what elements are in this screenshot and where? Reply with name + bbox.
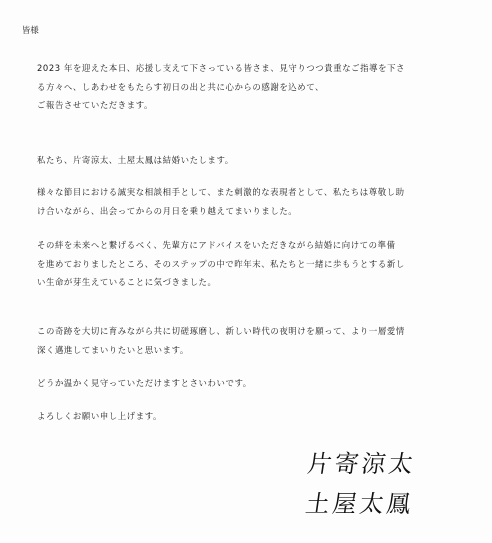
paragraph-line: 深く邁進してまいりたいと思います。 [37, 344, 189, 355]
paragraph-closing [37, 407, 477, 426]
signature-block [300, 438, 475, 528]
paragraph-line: 2023 年を迎えた本日、応援し支えて下さっている皆さま、見守りつつ貴重なご指導を下さ [37, 63, 406, 73]
paragraph-line: どうか温かく見守っていただけますとさいわいです。 [37, 378, 252, 388]
paragraph-line: 私たち、片寄涼太、土屋太鳳は結婚いたします。 [37, 155, 234, 165]
salutation: 皆様 [22, 25, 39, 35]
paragraph-line: よろしくお願い申し上げます。 [37, 411, 162, 421]
paragraph-relationship [37, 183, 477, 220]
paragraph-line: け合いながら、出会ってからの月日を乗り越えてまいりました。 [37, 205, 298, 216]
paragraph-line: この奇跡を大切に育みながら共に切磋琢磨し、新しい時代の夜明けを願って、より一層愛情 [37, 326, 405, 336]
signature-katayose: 片寄涼太 [305, 450, 418, 478]
paragraph-line: その絆を未来へと繋げるべく、先輩方にアドバイスをいただきながら結婚に向けての準備 [37, 240, 396, 250]
paragraph-line: る方々へ、しあわせをもたらす初日の出と共に心からの感謝を込めて、 [37, 81, 325, 92]
signature-tsuchiya: 土屋太鳳 [303, 490, 416, 518]
paragraph-line: を進めておりましたところ、そのステップの中で昨年末、私たちと一緒に歩もうとする新し [37, 258, 405, 269]
paragraph-line: 様々な節目における誠実な相談相手として、また刺激的な表現者として、私たちは尊敬し助 [37, 187, 405, 197]
paragraph-pregnancy [37, 236, 477, 292]
paragraph-marriage-announcement [37, 151, 477, 170]
paragraph-line: い生命が芽生えていることに気づきました。 [37, 277, 217, 287]
paragraph-announcement-intro [37, 59, 477, 115]
paragraph-line: ご報告させていただきます。 [37, 100, 154, 110]
paragraph-request [37, 374, 477, 393]
paragraph-future [37, 322, 477, 359]
